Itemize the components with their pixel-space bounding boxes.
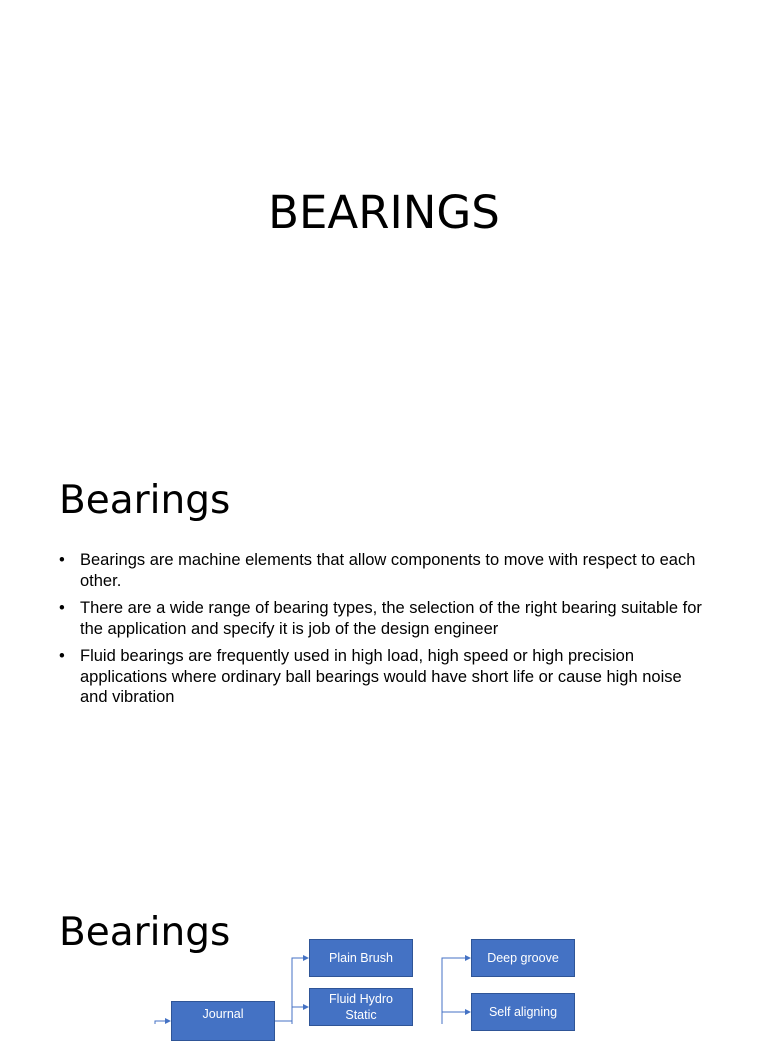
bullet-list bbox=[59, 550, 709, 715]
bullet-text: There are a wide range of bearing types, the selection of the right bearing suitable for the application and specify it is job of the design engineer bbox=[80, 599, 702, 638]
slide-heading: Bearings bbox=[59, 478, 231, 523]
connector-line bbox=[292, 958, 308, 1024]
bullet-item bbox=[59, 646, 709, 708]
node-journal: Journal bbox=[171, 1001, 275, 1041]
bullet-text: Bearings are machine elements that allow components to move with respect to each other. bbox=[80, 551, 696, 590]
bullet-item bbox=[59, 550, 709, 591]
slide-bearings-classification bbox=[0, 864, 768, 1024]
slide-bearings-intro bbox=[0, 432, 768, 864]
presentation-title: BEARINGS bbox=[268, 186, 500, 239]
bullet-marker: • bbox=[59, 647, 65, 665]
bullet-text: Fluid bearings are frequently used in high load, high speed or high precision applications where ordinary ball bearings would have short life or cause high noise and vibration bbox=[80, 647, 682, 706]
node-fluid-hydro-static: Fluid Hydro Static bbox=[309, 988, 413, 1026]
slide-heading: Bearings bbox=[59, 910, 231, 955]
bullet-marker: • bbox=[59, 551, 65, 569]
bullet-item bbox=[59, 598, 709, 639]
node-plain-brush: Plain Brush bbox=[309, 939, 413, 977]
slide-title bbox=[0, 0, 768, 432]
node-self-aligning: Self aligning bbox=[471, 993, 575, 1031]
connector-line bbox=[442, 958, 470, 1024]
node-deep-groove: Deep groove bbox=[471, 939, 575, 977]
bullet-marker: • bbox=[59, 599, 65, 617]
